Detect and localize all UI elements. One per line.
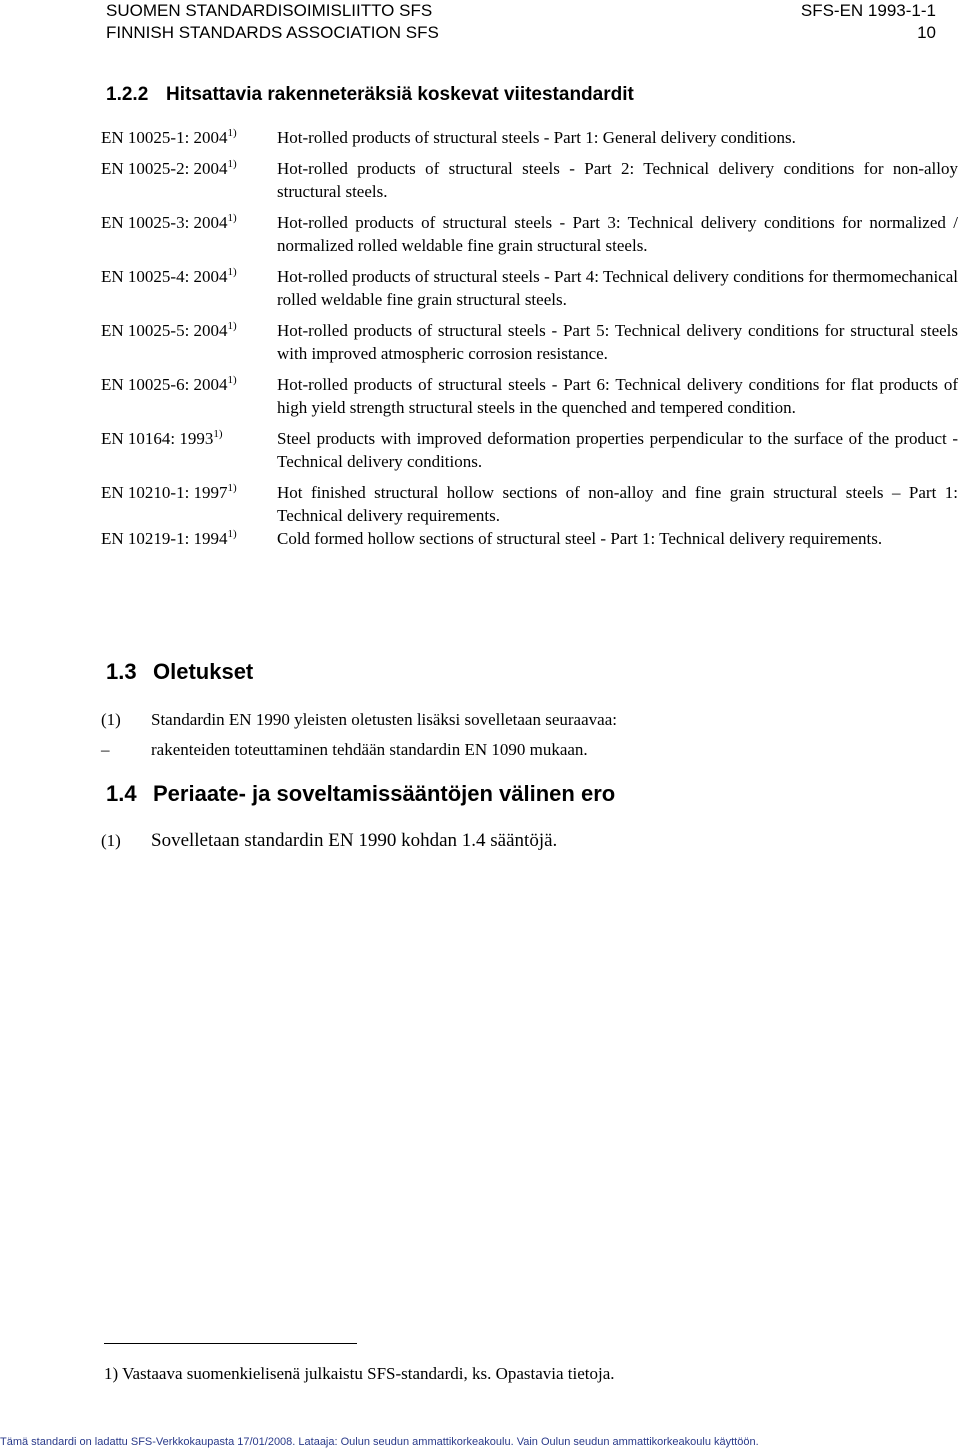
reference-description: Steel products with improved deformation properties perpendicular to the surface of the product - Technical delivery conditions.: [277, 429, 958, 471]
reference-note-marker: 1): [227, 320, 237, 332]
reference-item: [101, 427, 958, 473]
reference-description: Hot-rolled products of structural steels - Part 1: General delivery conditions.: [277, 128, 796, 147]
reference-note-marker: 1): [227, 374, 237, 386]
reference-item: [101, 265, 958, 311]
reference-code-text: EN 10025-4: 2004: [101, 267, 228, 286]
section-title: Oletukset: [153, 659, 254, 684]
reference-note-marker: 1): [227, 212, 237, 224]
section-heading-1-4: [106, 781, 615, 807]
reference-note-marker: 1): [227, 482, 237, 494]
reference-code-text: EN 10025-5: 2004: [101, 321, 228, 340]
header-page-number: 10: [917, 23, 936, 42]
reference-code-text: EN 10210-1: 1997: [101, 483, 228, 502]
reference-note-marker: 1): [227, 158, 237, 170]
section-number: 1.3: [106, 659, 137, 684]
footnote-separator: [104, 1343, 357, 1344]
reference-code-text: EN 10025-6: 2004: [101, 375, 228, 394]
section-number: 1.2.2: [106, 84, 149, 105]
bullet-dash: –: [101, 740, 110, 759]
reference-code-text: EN 10025-2: 2004: [101, 159, 228, 178]
reference-description: Cold formed hollow sections of structural steel - Part 1: Technical delivery requirements.: [277, 529, 883, 548]
section-heading-1-2-2: [106, 84, 634, 106]
reference-code: [101, 126, 277, 149]
reference-note-marker: 1): [227, 528, 237, 540]
paragraph-1-4-1: [101, 829, 557, 852]
paragraph-text: Sovelletaan standardin EN 1990 kohdan 1.4 sääntöjä.: [151, 830, 558, 851]
paragraph-number: (1): [101, 831, 121, 850]
reference-code: [101, 527, 277, 550]
reference-item: [101, 157, 958, 203]
page-header: [106, 0, 936, 44]
paragraph-1-3-1: [101, 708, 617, 731]
header-org-fi: SUOMEN STANDARDISOIMISLIITTO SFS: [106, 1, 433, 20]
reference-note-marker: 1): [227, 127, 237, 139]
reference-code-text: EN 10164: 1993: [101, 429, 214, 448]
reference-code-text: EN 10219-1: 1994: [101, 529, 228, 548]
reference-item: [101, 319, 958, 365]
reference-code-text: EN 10025-1: 2004: [101, 128, 228, 147]
reference-description: Hot finished structural hollow sections of non-alloy and fine grain structural steels – Part 1: Technical delivery requirements.: [277, 483, 958, 525]
section-title: Periaate- ja soveltamissääntöjen välinen ero: [153, 781, 616, 806]
paragraph-number: (1): [101, 710, 121, 729]
reference-code: [101, 319, 277, 365]
reference-code: [101, 211, 277, 257]
reference-note-marker: 1): [227, 266, 237, 278]
header-standard: SFS-EN 1993-1-1: [800, 1, 936, 20]
footnote: 1) Vastaava suomenkielisenä julkaistu SFS-standardi, ks. Opastavia tietoja.: [104, 1364, 615, 1383]
reference-description: Hot-rolled products of structural steels - Part 5: Technical delivery conditions for structural steels with improved atmospheric corrosion resistance.: [277, 321, 958, 363]
reference-code: [101, 427, 277, 473]
download-notice: Tämä standardi on ladattu SFS-Verkkokaupasta 17/01/2008. Lataaja: Oulun seudun ammattikorkeakoulu. Vain Oulun seudun ammattikorkeakoulu käyttöön.: [0, 1436, 759, 1448]
reference-code-text: EN 10025-3: 2004: [101, 213, 228, 232]
reference-item: [101, 126, 958, 149]
header-org-en: FINNISH STANDARDS ASSOCIATION SFS: [106, 23, 439, 42]
reference-list: [101, 126, 958, 558]
reference-description: Hot-rolled products of structural steels - Part 4: Technical delivery conditions for thermomechanical rolled weldable fine grain structural steels.: [277, 267, 958, 309]
reference-note-marker: 1): [213, 428, 223, 440]
section-title: Hitsattavia rakenneteräksiä koskevat viitestandardit: [166, 84, 634, 105]
reference-item: [101, 481, 958, 527]
reference-item: [101, 211, 958, 257]
paragraph-text: Standardin EN 1990 yleisten oletusten lisäksi sovelletaan seuraavaa:: [151, 710, 617, 729]
reference-code: [101, 265, 277, 311]
bullet-text: rakenteiden toteuttaminen tehdään standardin EN 1090 mukaan.: [151, 740, 588, 759]
reference-code: [101, 157, 277, 203]
reference-item: [101, 527, 958, 550]
reference-description: Hot-rolled products of structural steels - Part 3: Technical delivery conditions for normalized / normalized rolled weldable fine grain structural steels.: [277, 213, 958, 255]
section-heading-1-3: [106, 659, 253, 685]
reference-item: [101, 373, 958, 419]
bullet-item: [101, 738, 588, 761]
reference-code: [101, 481, 277, 527]
reference-description: Hot-rolled products of structural steels - Part 2: Technical delivery conditions for non-alloy structural steels.: [277, 159, 958, 201]
reference-code: [101, 373, 277, 419]
section-number: 1.4: [106, 781, 137, 806]
reference-description: Hot-rolled products of structural steels - Part 6: Technical delivery conditions for flat products of high yield strength structural steels in the quenched and tempered condition.: [277, 375, 958, 417]
